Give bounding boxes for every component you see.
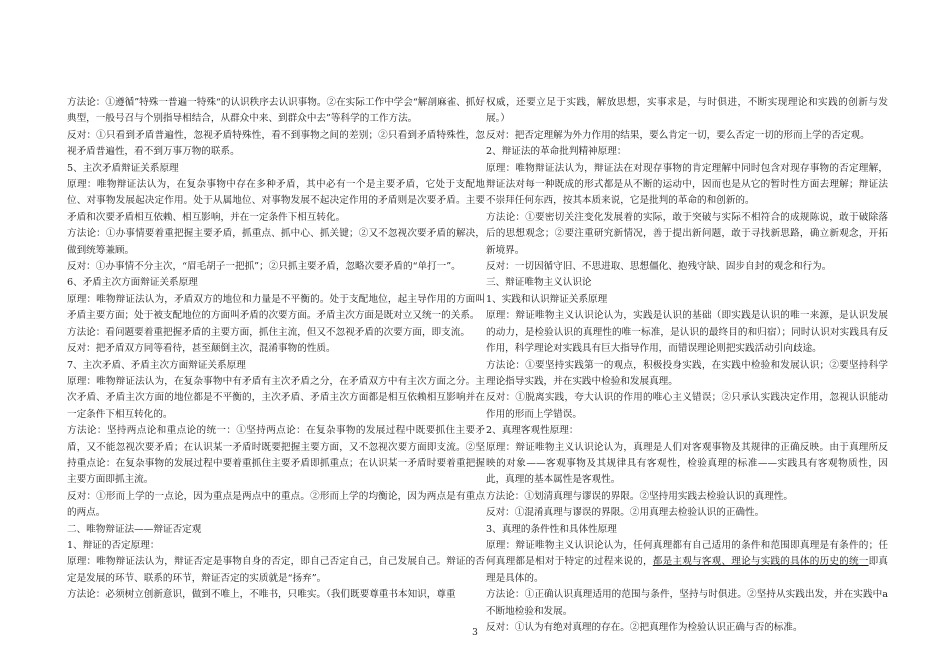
right-paragraph: 方法论：①要密切关注变化发展着的实际，敢于突破与实际不相符合的成规陈说，敢于破除落后的思想观念；②要注重研究新情况，善于提出新问题，敢于寻找新思路，确立新观念，开拓新境界。 [486,211,888,256]
left-paragraph: 原理：唯物辩证法认为，矛盾双方的地位和力量是不平衡的。处于支配地位，起主导作用的方面叫矛盾主要方面；处于被支配地位的方面叫矛盾的次要方面。矛盾主次方面是既对立又统一的关系。 [67,293,485,322]
left-paragraph: 方法论：必须树立创新意识，做到不唯上，不唯书，只唯实。（我们既要尊重书本知识，尊重 [67,589,456,601]
right-paragraph: 反对：把否定理解为外力作用的结果，要么肯定一切，要么否定一切的形而上学的否定观。 [486,129,870,141]
section-heading: 7、主次矛盾、矛盾主次方面辩证关系原理 [67,359,246,371]
left-paragraph: 反对：①办事情不分主次，“眉毛胡子一把抓”；②只抓主要矛盾，忽略次要矛盾的“单打一”。 [67,261,461,273]
left-paragraph: 原理：唯物辩证法认为，在复杂事物中存在多种矛盾，其中必有一个是主要矛盾，它处于支配地位、对事物发展起决定作用。处于从属地位、对事物发展不起决定作用的矛盾则是次要矛盾。主要矛盾和次要矛盾相互依赖、相互影响，并在一定条件下相互转化。 [67,179,485,223]
right-paragraph [486,538,888,587]
left-paragraph: 原理：唯物辩证法认为，辩证否定是事物自身的否定，即自己否定自己，自己发展自己。辩证的否定是发展的环节、联系的环节，辩证否定的实质就是“扬弃”。 [67,556,485,584]
chapter-heading: 三、辩证唯物主义认识论 [486,277,592,289]
section-heading: 2、辩证法的革命批判精神原理： [486,146,627,158]
right-paragraph: 方法论：①要坚持实践第一的观点，积极投身实践，在实践中检验和发展认识；②要坚持科学理论指导实践，并在实践中检验和发展真理。 [486,359,888,387]
page-number: 3 [472,628,478,638]
section-heading: 3、真理的条件性和具体性原理 [486,523,617,535]
left-paragraph: 原理：唯物辩证法认为，在复杂事物中有矛盾有主次矛盾之分，在矛盾双方中有主次方面之分。主次矛盾、矛盾主次方面的地位都是不平衡的，主次矛盾、矛盾主次方面都是相互依赖相互影响并在一定条件下相互转化的。 [67,375,485,420]
section-heading: 2、真理客观性原理： [486,425,579,437]
left-paragraph: 方法论：看问题要着重把握矛盾的主要方面，抓住主流，但又不忽视矛盾的次要方面，即支流。 [67,326,470,338]
left-paragraph: 反对：把矛盾双方同等看待，甚至颠倒主次，混淆事物的性质。 [67,343,336,355]
section-heading: 1、辩证的否定原理： [67,539,160,551]
right-paragraph: 方法论：①正确认识真理适用的范围与条件，坚持与时俱进。②坚持从实践出发，并在实践中a不断地检验和发展。 [486,589,888,617]
left-paragraph: 反对：①只看到矛盾普遍性，忽视矛盾特殊性，看不到事物之间的差别；②只看到矛盾特殊性，忽视矛盾普遍性，看不到万事万物的联系。 [67,129,485,158]
left-paragraph: 方法论：①遵循”特殊一普遍一特殊“的认识秩序去认识事物。②在实际工作中学会“解剖麻雀、抓好典型，一般号召与个别指导相结合，从群众中来、到群众中去”等科学的工作方法。 [67,97,485,125]
left-column [67,95,485,604]
right-paragraph: 反对：①脱离实践，夸大认识的作用的唯心主义错误；②只承认实践决定作用，忽视认识能动作用的形而上学错误。 [486,392,888,420]
right-paragraph: 反对：①认为有绝对真理的存在。②把真理作为检验认识正确与否的标准。 [486,622,803,633]
chapter-heading: 二、唯物辩证法——辩证否定观 [67,523,202,535]
right-paragraph: 反对：①混淆真理与谬误的界限。②用真理去检验认识的正确性。 [486,507,765,519]
right-paragraph: 反对：一切因循守旧、不思进取、思想僵化、抱残守缺、固步自封的观念和行为。 [486,261,832,273]
left-paragraph: 反对：①形而上学的一点论，因为重点是两点中的重点。②形而上学的均衡论，因为两点是有重点的两点。 [67,490,485,519]
right-paragraph: 权威，还要立足于实践，解放思想，实事求是，与时俱进，不断实现理论和实践的创新与发展。） [486,97,888,125]
section-heading: 5、主次矛盾辩证关系原理 [67,162,179,174]
section-heading: 6、矛盾主次方面辩证关系原理 [67,277,198,289]
right-paragraph: 方法论：①划清真理与谬误的界限。②坚持用实践去检验认识的真理性。 [486,490,793,502]
paragraph-text: 原理：辩证唯物主义认识论认为，任何真理都有自己适用的条件和范围即真理是有条件的；任何真理都是相对于特定的过程来说的， [486,539,888,568]
right-column [486,95,888,636]
underlined-text: 都是主观与客观、理论与实践的具体的历史的统一 [652,556,869,568]
right-paragraph: 原理：辩证唯物主义认识论认为，真理是人们对客观事物及其规律的正确反映。由于真理所反映的对象——客观事物及其规律具有客观性，检验真理的标准——实践具有客观物质性，因此，真理的基本属性是客观性。 [486,441,888,486]
right-paragraph: 原理：辩证唯物主义认识论认为，实践是认识的基础（即实践是认识的唯一来源，是认识发展的动力，是检验认识的真理性的唯一标准，是认识的最终目的和归宿）；同时认识对实践具有反作用，科学理论对实践具有巨大指导作用，而错误理论则把实践活动引向歧途。 [486,310,888,355]
right-paragraph: 原理：唯物辩证法认为，辩证法在对现存事物的肯定理解中同时包含对现存事物的否定理解，辩证法对每一种既成的形式都是从不断的运动中，因而也是从它的暂时性方面去理解；辩证法不崇拜任何东西，按其本质来说，它是批判的革命的和创新的。 [486,162,888,207]
left-paragraph: 方法论：①办事情要着重把握主要矛盾，抓重点、抓中心、抓关键；②又不忽视次要矛盾的解决，做到统筹兼顾。 [67,228,485,256]
section-heading: 1、实践和认识辩证关系原理 [486,293,608,305]
left-paragraph: 方法论：坚持两点论和重点论的统一：①坚持两点论：在复杂事物的发展过程中既要抓住主要矛盾，又不能忽视次要矛盾；在认识某一矛盾时既要把握主要方面，又不忽视次要方面即支流。②坚持重点论：在复杂事物的发展过程中要着重抓住主要矛盾即抓重点；在认识某一矛盾时要着重把握主要方面即抓主流。 [67,425,485,486]
paragraph-text: 即真理是具体的。 [486,556,889,584]
